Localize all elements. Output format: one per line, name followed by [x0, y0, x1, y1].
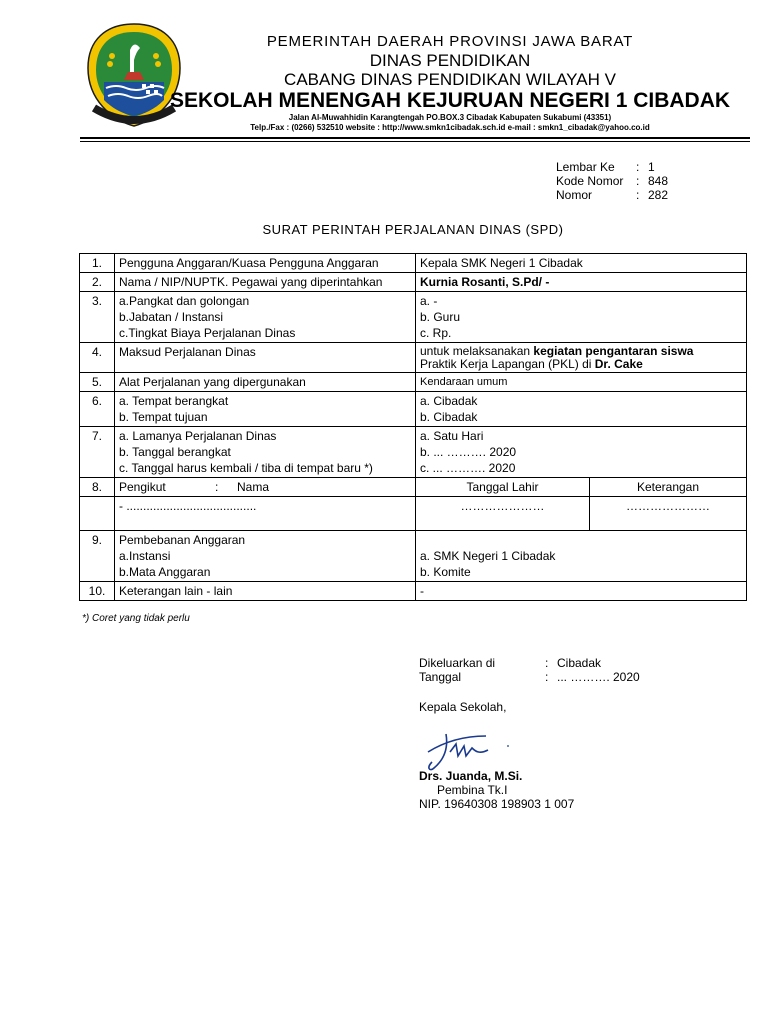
row-number: 6. [80, 392, 115, 427]
row-sublabel: b. Tempat tujuan [119, 410, 208, 424]
row-label [115, 478, 416, 497]
row-number: 3. [80, 292, 115, 343]
row-number: 5. [80, 373, 115, 392]
row-value: Kendaraan umum [416, 373, 747, 392]
companion-sep: : [215, 480, 219, 494]
table-row [80, 273, 747, 292]
row-subvalue: c. Rp. [420, 326, 452, 340]
row-label [115, 292, 416, 343]
letterhead-school-name: SEKOLAH MENENGAH KEJURUAN NEGERI 1 CIBADAK [170, 89, 731, 112]
row-number: 8. [80, 478, 115, 497]
issued-date-value: ... ………. 2020 [557, 670, 640, 684]
row-value [416, 427, 747, 478]
meta-key: Nomor [556, 188, 593, 202]
row-sublabel: b.Mata Anggaran [119, 565, 211, 579]
row-number-empty [80, 497, 115, 531]
row-label: Keterangan lain - lain [115, 582, 416, 601]
spd-table [79, 253, 747, 601]
table-row [80, 427, 747, 478]
row-sublabel: a. Lamanya Perjalanan Dinas [119, 429, 277, 443]
row-subvalue: b. Cibadak [420, 410, 478, 424]
row-label: Pengguna Anggaran/Kuasa Pengguna Anggaran [115, 254, 416, 273]
footnote: *) Coret yang tidak perlu [82, 613, 190, 624]
table-row [80, 582, 747, 601]
meta-sep: : [636, 174, 640, 188]
row-sublabel: Pembebanan Anggaran [119, 533, 246, 547]
row-label [115, 531, 416, 582]
letterhead-government: PEMERINTAH DAERAH PROVINSI JAWA BARAT [266, 33, 634, 50]
issued-at-sep: : [545, 656, 549, 670]
row-label [115, 427, 416, 478]
table-row [80, 343, 747, 373]
meta-value: 848 [648, 174, 669, 188]
letterhead-address: Jalan Al-Muwahhidin Karangtengah PO.BOX.3 Cibadak Kabupaten Sukabumi (43351) [288, 113, 612, 122]
issuance-block [419, 656, 640, 684]
letterhead-branch: CABANG DINAS PENDIDIKAN WILAYAH V [284, 70, 616, 89]
row-sublabel: a.Instansi [119, 549, 171, 563]
companion-dob-value: ………………… [416, 497, 590, 531]
row-value [416, 292, 747, 343]
table-row [80, 292, 747, 343]
letterhead-agency: DINAS PENDIDIKAN [369, 51, 531, 70]
table-row [80, 392, 747, 427]
companion-name-header: Nama [237, 480, 270, 494]
row-label [115, 392, 416, 427]
signatory-nip: NIP. 19640308 198903 1 007 [419, 797, 575, 811]
document-reference-block [556, 160, 668, 202]
meta-row-sheet [556, 160, 668, 174]
letterhead-rule-thin [80, 141, 750, 142]
row-value: - [416, 582, 747, 601]
meta-value: 1 [648, 160, 655, 174]
row-value: Kepala SMK Negeri 1 Cibadak [416, 254, 747, 273]
meta-key: Lembar Ke [556, 160, 615, 174]
issued-at-label: Dikeluarkan di [419, 656, 496, 670]
row-subvalue: b. Komite [420, 565, 471, 579]
row-label: Alat Perjalanan yang dipergunakan [115, 373, 416, 392]
meta-sep: : [636, 188, 640, 202]
row-number: 1. [80, 254, 115, 273]
purpose-text: untuk melaksanakan [420, 344, 534, 358]
row-value: Kurnia Rosanti, S.Pd/ - [416, 273, 747, 292]
row-sublabel: a.Pangkat dan golongan [119, 294, 250, 308]
meta-value: 282 [648, 188, 669, 202]
handwritten-signature [424, 722, 514, 776]
row-sublabel: b. Tanggal berangkat [119, 445, 231, 459]
companion-dob-header: Tanggal Lahir [416, 478, 590, 497]
row-subvalue: a. SMK Negeri 1 Cibadak [420, 549, 556, 563]
row-subvalue: b. Guru [420, 310, 461, 324]
row-number: 10. [80, 582, 115, 601]
letterhead-rule-thick [80, 137, 750, 139]
west-java-emblem-logo [84, 20, 184, 130]
table-row [80, 254, 747, 273]
signatory-position: Kepala Sekolah, [419, 700, 507, 714]
row-subvalue: a. - [420, 294, 438, 308]
companion-label: Pengikut [119, 480, 166, 494]
row-value [416, 392, 747, 427]
row-number: 9. [80, 531, 115, 582]
row-subvalue: a. Satu Hari [420, 429, 484, 443]
companion-name-value: - ....................................... [115, 497, 416, 531]
table-row [80, 531, 747, 582]
table-row [80, 373, 747, 392]
meta-key: Kode Nomor [556, 174, 624, 188]
signatory-name: Drs. Juanda, M.Si. [419, 769, 523, 783]
row-subvalue: a. Cibadak [420, 394, 478, 408]
companion-notes-header: Keterangan [590, 478, 747, 497]
meta-row-number [556, 188, 668, 202]
companion-notes-value: ………………… [590, 497, 747, 531]
row-label: Maksud Perjalanan Dinas [115, 343, 416, 373]
purpose-activity: kegiatan pengantaran siswa [533, 344, 694, 358]
letterhead-contact: Telp./Fax : (0266) 532510 website : http://www.smkn1cibadak.sch.id e-mail : smkn1_cibadak@yahoo.co.id [250, 123, 650, 132]
meta-sep: : [636, 160, 640, 174]
purpose-line-2 [420, 358, 742, 371]
row-number: 4. [80, 343, 115, 373]
meta-row-code [556, 174, 668, 188]
issued-date-label: Tanggal [419, 670, 462, 684]
issued-at-value: Cibadak [557, 656, 602, 670]
issued-date-sep: : [545, 670, 549, 684]
purpose-text: Praktik Kerja Lapangan (PKL) di [420, 357, 595, 371]
signatory-rank: Pembina Tk.I [437, 783, 508, 797]
row-value [416, 531, 747, 582]
row-subvalue: b. ... ………. 2020 [420, 445, 517, 459]
row-label: Nama / NIP/NUPTK. Pegawai yang diperintahkan [115, 273, 416, 292]
row-number: 2. [80, 273, 115, 292]
document-title: SURAT PERINTAH PERJALANAN DINAS (SPD) [262, 222, 564, 237]
row-sublabel: c.Tingkat Biaya Perjalanan Dinas [119, 326, 296, 340]
issued-date-row [419, 670, 640, 684]
issued-at-row [419, 656, 640, 670]
table-row [80, 497, 747, 531]
purpose-place: Dr. Cake [594, 357, 643, 371]
row-subvalue: c. ... ………. 2020 [420, 461, 516, 475]
row-value [416, 343, 747, 373]
row-sublabel: c. Tanggal harus kembali / tiba di tempat baru *) [119, 461, 373, 475]
row-sublabel: a. Tempat berangkat [119, 394, 229, 408]
table-row [80, 478, 747, 497]
row-number: 7. [80, 427, 115, 478]
row-subvalue-empty [420, 532, 742, 548]
row-sublabel: b.Jabatan / Instansi [119, 310, 224, 324]
